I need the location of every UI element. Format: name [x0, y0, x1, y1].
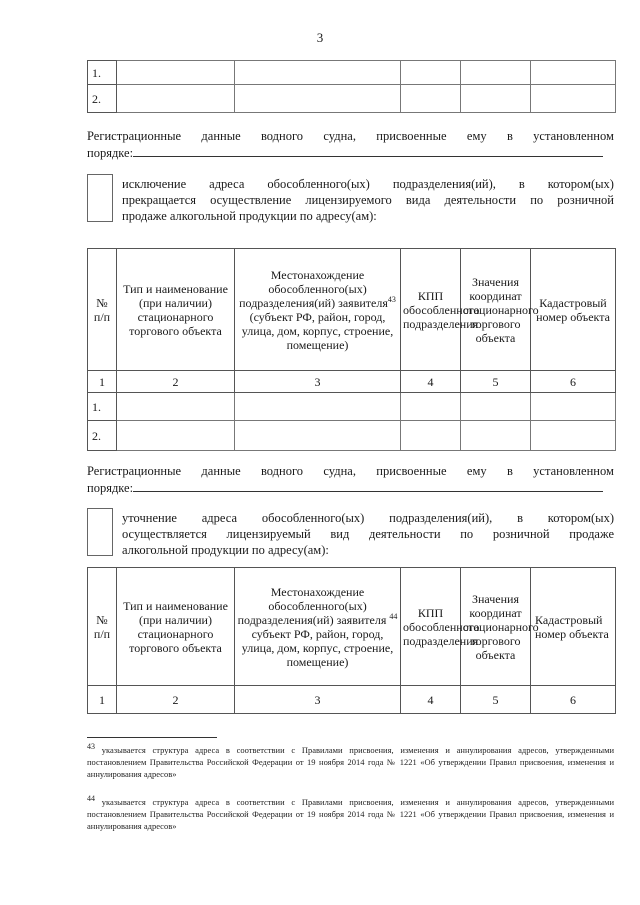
table-row-number: 1. [88, 393, 117, 421]
vessel-tail-label: порядке: [87, 146, 134, 160]
footnote-43 [87, 744, 614, 780]
word: осуществление [210, 193, 292, 207]
table-row-number: 1. [88, 61, 117, 85]
word: Регистрационные [87, 129, 182, 143]
text-line [122, 176, 614, 192]
word: продаже [569, 527, 614, 541]
table-cell[interactable] [401, 393, 461, 421]
table-cell[interactable] [461, 85, 531, 113]
word: в [517, 511, 523, 525]
col-number: 6 [531, 686, 616, 714]
col-number: 5 [461, 371, 531, 393]
table-cell[interactable] [235, 61, 401, 85]
table-cell[interactable] [401, 61, 461, 85]
header-type: Тип и наименование (при наличии) стационарного торгового объекта [117, 568, 235, 686]
word: в [518, 177, 525, 191]
word: судна, [323, 464, 356, 478]
table-row-number: 2. [88, 421, 117, 451]
vessel-line-tail [87, 144, 614, 161]
word: лицензируемый [226, 527, 311, 541]
word: по [530, 193, 544, 207]
word: адреса [201, 511, 238, 525]
word: в [506, 464, 513, 478]
word: в [506, 129, 513, 143]
text-line [122, 192, 614, 208]
word: обособленного(ых) [267, 177, 370, 191]
col-number: 3 [235, 371, 401, 393]
table-cell[interactable] [117, 393, 235, 421]
word: вид [330, 527, 350, 541]
header-location-sub: субъект РФ, район, город, улица, дом, корпус, строение, помещение) [241, 626, 394, 669]
word: по [460, 527, 474, 541]
footnote-text: указывается структура адреса в соответствии с Правилами присвоения, изменения и аннулирования адресов, утвержденными постановлением Правительства Российской Федерации от 19 ноября 2014 года № 1221 «Об утверждении Правил присвоения, изменения и аннулирования адресов» [87, 745, 614, 779]
word: ему [466, 129, 487, 143]
header-type: Тип и наименование (при наличии) стационарного торгового объекта [117, 249, 235, 371]
table-cell[interactable] [461, 421, 531, 451]
col-number: 6 [531, 371, 616, 393]
header-location-main: Местонахождение обособленного(ых) подразделения(ий) заявителя [239, 267, 388, 310]
word: водного [260, 129, 304, 143]
table-cell[interactable] [235, 393, 401, 421]
table-cell[interactable] [531, 85, 616, 113]
table-cell[interactable] [117, 421, 235, 451]
footnote-ref: 44 [389, 611, 398, 621]
header-num: № п/п [88, 249, 117, 371]
header-location-sub: (субъект РФ, район, город, улица, дом, корпус, строение, помещение) [241, 309, 394, 352]
header-coords: Значения координат стационарного торгового объекта [461, 249, 531, 371]
header-kpp: КПП обособленного подразделения [401, 249, 461, 371]
word: розничной [492, 527, 550, 541]
header-cadastral: Кадастровый номер объекта [531, 249, 616, 371]
vessel-line-words [87, 128, 614, 144]
word: подразделения(ий), [389, 511, 493, 525]
table-cell[interactable] [401, 85, 461, 113]
word: адреса [209, 177, 245, 191]
word: котором(ых) [547, 177, 614, 191]
footnote-mark: 44 [87, 794, 95, 804]
footnote-ref: 43 [387, 294, 396, 304]
vessel-line-words [87, 463, 614, 479]
clarification-checkbox[interactable] [87, 508, 113, 556]
word: вида [405, 193, 431, 207]
vessel-registration-field[interactable] [133, 479, 603, 492]
word: исключение [122, 177, 187, 191]
page-number: 3 [316, 30, 324, 45]
word: установленном [533, 129, 614, 143]
table-cell[interactable] [461, 61, 531, 85]
word: розничной [557, 193, 614, 207]
word: ему [466, 464, 487, 478]
footnote-mark: 43 [87, 742, 95, 752]
text-line: продаже алкогольной продукции по адресу(ам): [122, 209, 377, 223]
clarification-table [87, 567, 616, 714]
exclusion-table [87, 248, 616, 451]
table-cell[interactable] [531, 421, 616, 451]
footnote-separator [87, 737, 217, 738]
word: присвоенные [376, 129, 447, 143]
col-number: 4 [401, 371, 461, 393]
exclusion-checkbox[interactable] [87, 174, 113, 222]
footnote-44 [87, 796, 614, 832]
word: судна, [323, 129, 356, 143]
word: деятельности [369, 527, 441, 541]
word: котором(ых) [547, 511, 614, 525]
clarification-text [122, 510, 614, 558]
table-row-number: 2. [88, 85, 117, 113]
word: подразделения(ий), [392, 177, 496, 191]
header-cadastral: Кадастровый номер объекта [531, 568, 616, 686]
footnote-text: указывается структура адреса в соответствии с Правилами присвоения, изменения и аннулирования адресов, утвержденными постановлением Правительства Российской Федерации от 19 ноября 2014 года № 1221 «Об утверждении Правил присвоения, изменения и аннулирования адресов» [87, 797, 614, 831]
word: установленном [533, 464, 614, 478]
text-line [122, 510, 614, 526]
table-cell[interactable] [531, 393, 616, 421]
col-number: 5 [461, 686, 531, 714]
vessel-tail-label: порядке: [87, 481, 134, 495]
col-number: 1 [88, 686, 117, 714]
word: присвоенные [376, 464, 447, 478]
header-location [235, 568, 401, 686]
word: деятельности [444, 193, 517, 207]
word: обособленного(ых) [261, 511, 365, 525]
table-cell[interactable] [235, 85, 401, 113]
table-cell[interactable] [117, 85, 235, 113]
header-coords: Значения координат стационарного торгового объекта [461, 568, 531, 686]
vessel-registration-2 [87, 463, 614, 496]
word: данные [201, 129, 241, 143]
header-location-main: Местонахождение обособленного(ых) подразделения(ий) заявителя [237, 584, 387, 627]
table-cell[interactable] [461, 393, 531, 421]
col-number: 2 [117, 371, 235, 393]
vessel-registration-1 [87, 128, 614, 161]
col-number: 1 [88, 371, 117, 393]
word: лицензируемого [305, 193, 392, 207]
header-location [235, 249, 401, 371]
exclusion-text [122, 176, 614, 224]
word: прекращается [122, 193, 196, 207]
word: Регистрационные [87, 464, 182, 478]
word: уточнение [122, 511, 177, 525]
col-number: 2 [117, 686, 235, 714]
table-cell[interactable] [401, 421, 461, 451]
header-kpp: КПП обособленного подразделения [401, 568, 461, 686]
vessel-registration-field[interactable] [133, 144, 603, 157]
table-cell[interactable] [117, 61, 235, 85]
table-cell[interactable] [235, 421, 401, 451]
word: осуществляется [122, 527, 207, 541]
col-number: 3 [235, 686, 401, 714]
top-table [87, 60, 616, 113]
col-number: 4 [401, 686, 461, 714]
table-cell[interactable] [531, 61, 616, 85]
word: водного [260, 464, 304, 478]
vessel-line-tail [87, 479, 614, 496]
header-num: № п/п [88, 568, 117, 686]
text-line: алкогольной продукции по адресу(ам): [122, 543, 329, 557]
word: данные [201, 464, 241, 478]
text-line [122, 526, 614, 542]
